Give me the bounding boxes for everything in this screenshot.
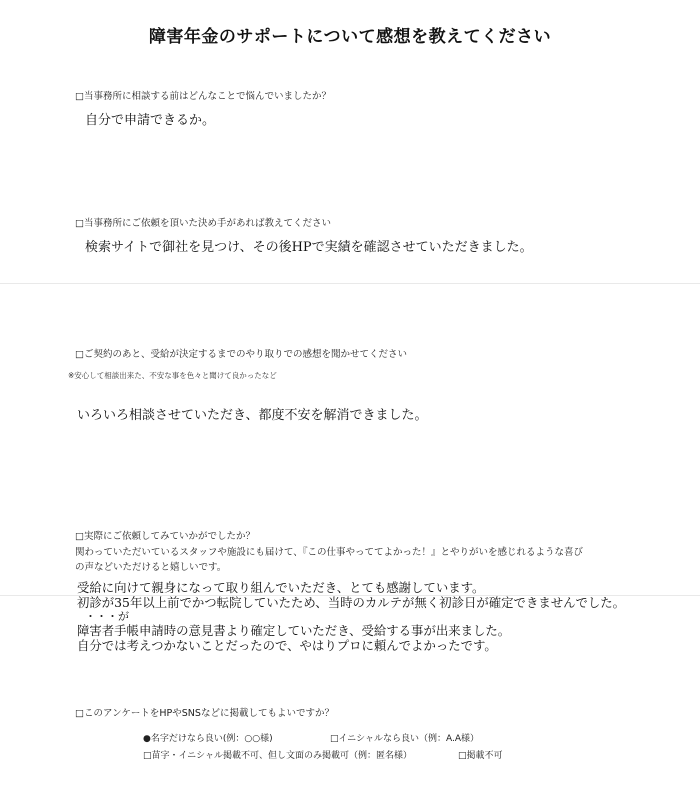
question-3-answer: いろいろ相談させていただき、都度不安を解消できました。: [77, 408, 428, 423]
consent-option-anonymous: □苗字・イニシャル掲載不可、但し文面のみ掲載可（例：匿名様）: [143, 751, 412, 761]
question-4-note-line-1: 関わっていただいているスタッフや施設にも届けて、『この仕事やっててよかった！』とやりがいを感じれるような喜び: [75, 547, 583, 558]
question-4-note-line-2: の声などいただけると嬉しいです。: [75, 562, 227, 573]
question-4-label: □実際にご依頼してみていかがでしたか？: [75, 531, 255, 542]
question-5-label: □このアンケートをHPやSNSなどに掲載してもよいですか？: [75, 708, 334, 719]
question-2-label: □当事務所にご依頼を頂いた決め手があれば教えてください: [75, 218, 331, 229]
consent-option-name-only: ●名字だけなら良い(例：○○様): [143, 734, 273, 744]
page-title: 障害年金のサポートについて感想を教えてください: [148, 27, 552, 47]
question-4-answer-line-4: 障害者手帳申請時の意見書より確定していただき、受給する事が出来ました。: [77, 623, 511, 638]
scan-line: [0, 283, 700, 284]
consent-option-no-publish: □掲載不可: [458, 751, 503, 761]
question-3-label: □ご契約のあと、受給が決定するまでのやり取りでの感想を聞かせてください: [75, 349, 407, 360]
consent-option-initials: □イニシャルなら良い（例：A.A様）: [330, 734, 479, 744]
question-4-answer-line-3: ・・・が: [85, 610, 129, 623]
question-4-answer-line-2: 初診が35年以上前でかつ転院していたため、当時のカルテが無く初診日が確定できませんでした。: [77, 595, 626, 610]
question-4-answer-line-1: 受給に向けて親身になって取り組んでいただき、とても感謝しています。: [77, 580, 485, 595]
question-2-answer: 検索サイトで御社を見つけ、その後HPで実績を確認させていただきました。: [85, 240, 533, 255]
question-4-answer-line-5: 自分では考えつかないことだったので、やはりプロに頼んでよかったです。: [77, 638, 497, 653]
question-3-note: ※安心して相談出来た、不安な事を色々と聞けて良かったなど: [68, 371, 277, 380]
question-1-label: □当事務所に相談する前はどんなことで悩んでいましたか？: [75, 91, 331, 102]
question-1-answer: 自分で申請できるか。: [85, 113, 216, 128]
